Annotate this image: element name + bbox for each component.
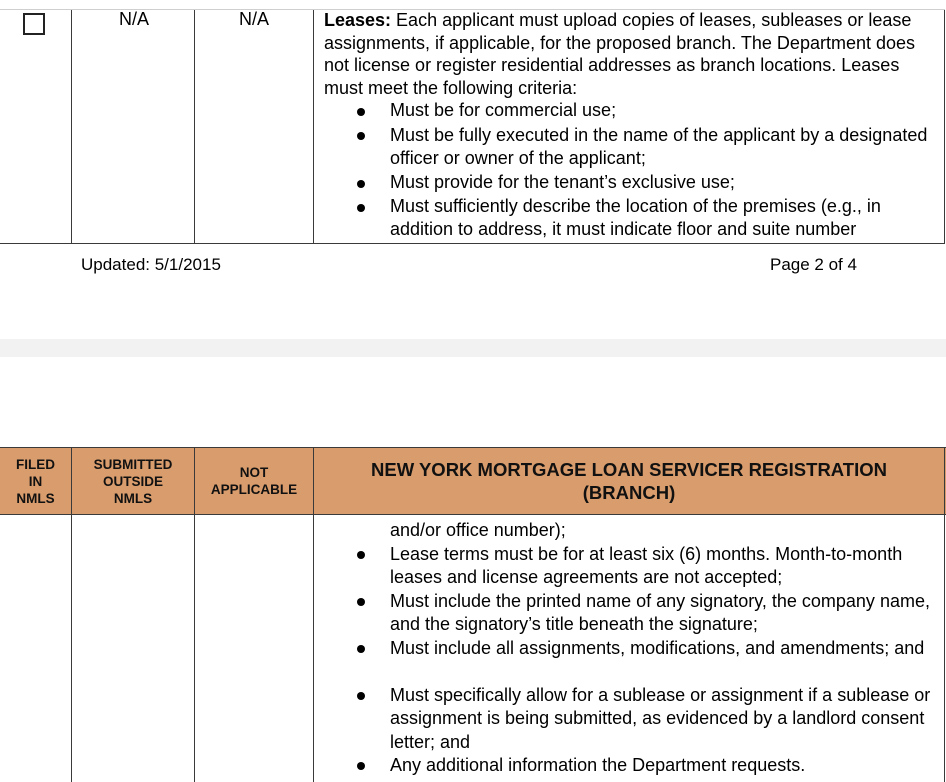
leases-paragraph (324, 9, 936, 99)
bullet-dot (357, 645, 365, 653)
table-bottom-rule (0, 243, 945, 244)
bullet-dot (357, 598, 365, 606)
list-item: Must be for commercial use; (390, 100, 617, 120)
column-divider (313, 9, 314, 244)
leases-intro: Each applicant must upload copies of leases, subleases or lease assignments, if applicable, for the proposed branch. The Department does not license or register residential addresses as branch locations. Leases must meet the following criteria: (324, 10, 916, 98)
list-item: Must provide for the tenant’s exclusive use; (390, 172, 735, 192)
bullet-dot (357, 762, 365, 770)
bullet-dot (357, 180, 365, 188)
header-filed-in-nmls: FILED IN NMLS (16, 456, 55, 506)
bullet-dot (357, 204, 365, 212)
list-item: Must include all assignments, modifications, and amendments; and (390, 638, 925, 658)
header-not-applicable: NOT APPLICABLE (210, 465, 298, 497)
header-submitted-outside-nmls: SUBMITTED OUTSIDE NMLS (93, 456, 173, 506)
list-item: Must sufficiently describe the location of the premises (e.g., in addition to address, it must indicate floor and suite number (390, 196, 881, 240)
column-divider (194, 9, 195, 244)
page-number: Page 2 of 4 (770, 255, 857, 274)
bullet-dot (357, 692, 365, 700)
not-applicable-value: N/A (238, 9, 269, 29)
page-separator (0, 339, 946, 357)
submitted-outside-value: N/A (118, 9, 149, 29)
list-item: Must specifically allow for a sublease or assignment if a sublease or assignment is being submitted, as evidenced by a landlord consent letter; and (390, 685, 931, 752)
leases-heading: Leases: (324, 10, 392, 30)
header-form-title: NEW YORK MORTGAGE LOAN SERVICER REGISTRATION (BRANCH) (371, 459, 887, 503)
bullet-dot (357, 132, 365, 140)
updated-date: Updated: 5/1/2015 (81, 255, 221, 274)
column-divider (944, 447, 945, 782)
list-item: Must be fully executed in the name of the applicant by a designated officer or owner of the applicant; (390, 125, 928, 169)
list-item: Lease terms must be for at least six (6) months. Month-to-month leases and license agreements are not accepted; (390, 544, 903, 588)
list-item: Must include the printed name of any signatory, the company name, and the signatory’s title beneath the signature; (390, 591, 930, 635)
column-divider (944, 9, 945, 244)
bullet-dot (357, 551, 365, 559)
list-item: Any additional information the Department requests. (390, 755, 806, 775)
column-divider (71, 9, 72, 244)
continuation-text: and/or office number); (390, 520, 566, 540)
bullet-dot (357, 108, 365, 116)
filed-checkbox[interactable] (23, 13, 45, 35)
header-bottom-rule (0, 514, 946, 515)
